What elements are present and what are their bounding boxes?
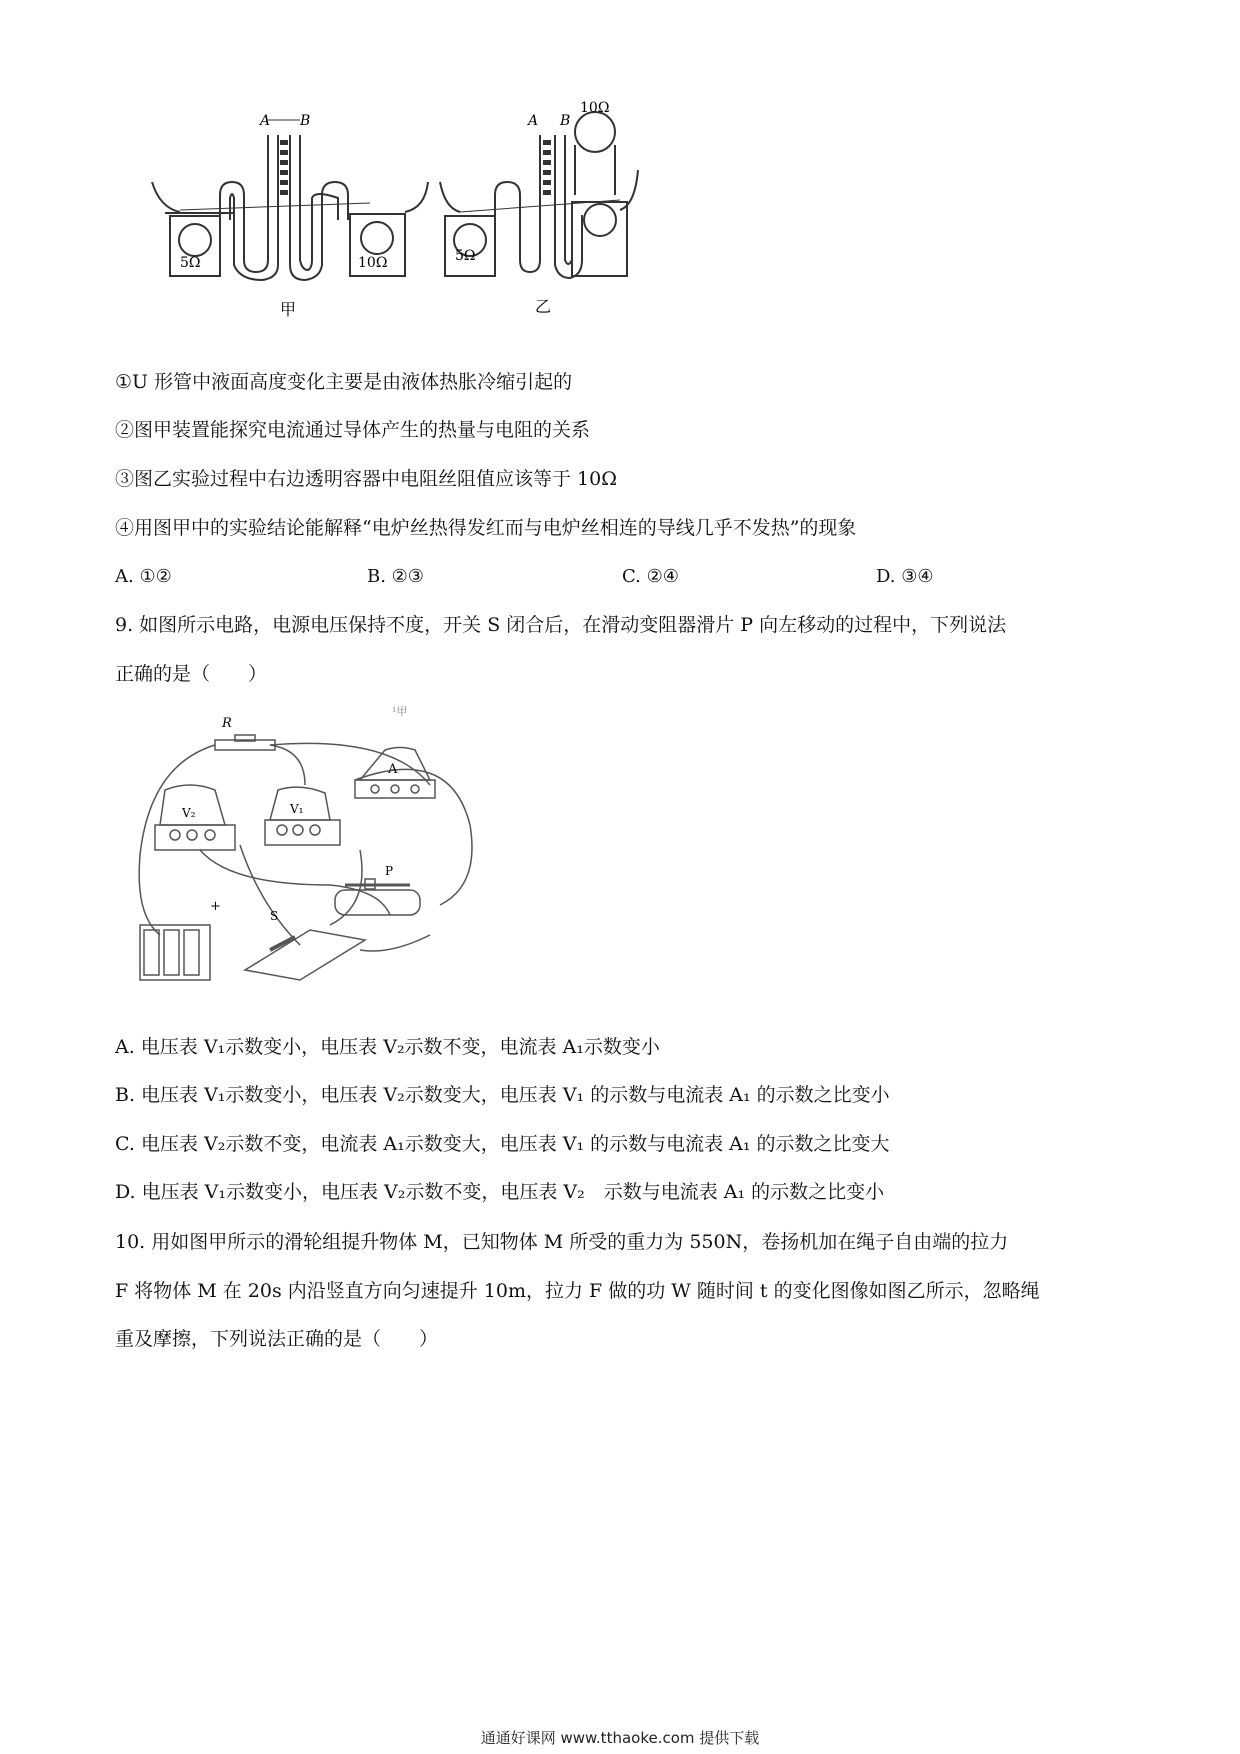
circuit-label-p: P xyxy=(385,864,394,878)
circuit-label-plus: + xyxy=(210,899,221,914)
fig1-label-b2: B xyxy=(560,113,571,129)
q10-line-1: 10. 用如图甲所示的滑轮组提升物体 M，已知物体 M 所受的重力为 550N，卷扬机加在绳子自由端的拉力 xyxy=(115,1231,1009,1253)
q9-option-a: A. 电压表 V₁示数变小，电压表 V₂示数不变，电流表 A₁示数变小 xyxy=(115,1036,660,1058)
q9-stem-line-2: 正确的是（ ） xyxy=(115,663,268,685)
fig1-label-b: B xyxy=(300,113,311,129)
q9-option-b: B. 电压表 V₁示数变小，电压表 V₂示数变大，电压表 V₁ 的示数与电流表 A₁ 的示数之比变小 xyxy=(115,1084,890,1106)
fig1-yi-r1: 5Ω xyxy=(455,248,476,264)
fig1-jia-caption: 甲 xyxy=(280,300,297,319)
fig1-label-a2: A xyxy=(528,113,539,129)
q8-option-a: A. ①② xyxy=(115,566,172,587)
fig1-jia-r1: 5Ω xyxy=(180,255,201,271)
fig1-yi-r-top: 10Ω xyxy=(580,100,610,116)
circuit-label-corner: ¹甲 xyxy=(392,705,408,718)
circuit-label-r: R xyxy=(222,716,232,731)
circuit-figure xyxy=(130,705,490,990)
q9-option-c: C. 电压表 V₂示数不变，电流表 A₁示数变大，电压表 V₁ 的示数与电流表 A₁ 的示数之比变大 xyxy=(115,1133,890,1155)
q10-line-3: 重及摩擦，下列说法正确的是（ ） xyxy=(115,1328,439,1350)
circuit-label-v1: V₁ xyxy=(290,802,304,816)
q8-statement-3: ③图乙实验过程中右边透明容器中电阻丝阻值应该等于 10Ω xyxy=(115,468,617,490)
fig1-yi-caption: 乙 xyxy=(535,297,552,316)
q9-option-d: D. 电压表 V₁示数变小，电压表 V₂示数不变，电压表 V₂ 示数与电流表 A₁ 的示数之比变小 xyxy=(115,1181,885,1203)
u-tube-apparatus-figure xyxy=(140,100,720,340)
q8-option-c: C. ②④ xyxy=(622,566,679,587)
fig1-jia-r2: 10Ω xyxy=(358,255,388,271)
q9-stem-line-1: 9. 如图所示电路，电源电压保持不度，开关 S 闭合后，在滑动变阻器滑片 P 向左移动的过程中，下列说法 xyxy=(115,614,1007,636)
q8-option-d: D. ③④ xyxy=(876,566,934,587)
q10-line-2: F 将物体 M 在 20s 内沿竖直方向匀速提升 10m，拉力 F 做的功 W 随时间 t 的变化图像如图乙所示，忽略绳 xyxy=(115,1280,1040,1302)
fig1-label-a: A xyxy=(260,113,271,129)
q8-statement-2: ②图甲装置能探究电流通过导体产生的热量与电阻的关系 xyxy=(115,419,591,441)
q8-option-b: B. ②③ xyxy=(367,566,424,587)
circuit-label-s: S xyxy=(270,909,279,923)
circuit-label-v2: V₂ xyxy=(182,806,196,820)
q8-statement-4: ④用图甲中的实验结论能解释“电炉丝热得发红而与电炉丝相连的导线几乎不发热”的现象 xyxy=(115,517,857,539)
q8-statement-1: ①U 形管中液面高度变化主要是由液体热胀冷缩引起的 xyxy=(115,371,573,393)
circuit-label-a: A xyxy=(388,762,398,777)
page-footer: 通通好课网 www.tthaoke.com 提供下载 xyxy=(480,1729,760,1747)
